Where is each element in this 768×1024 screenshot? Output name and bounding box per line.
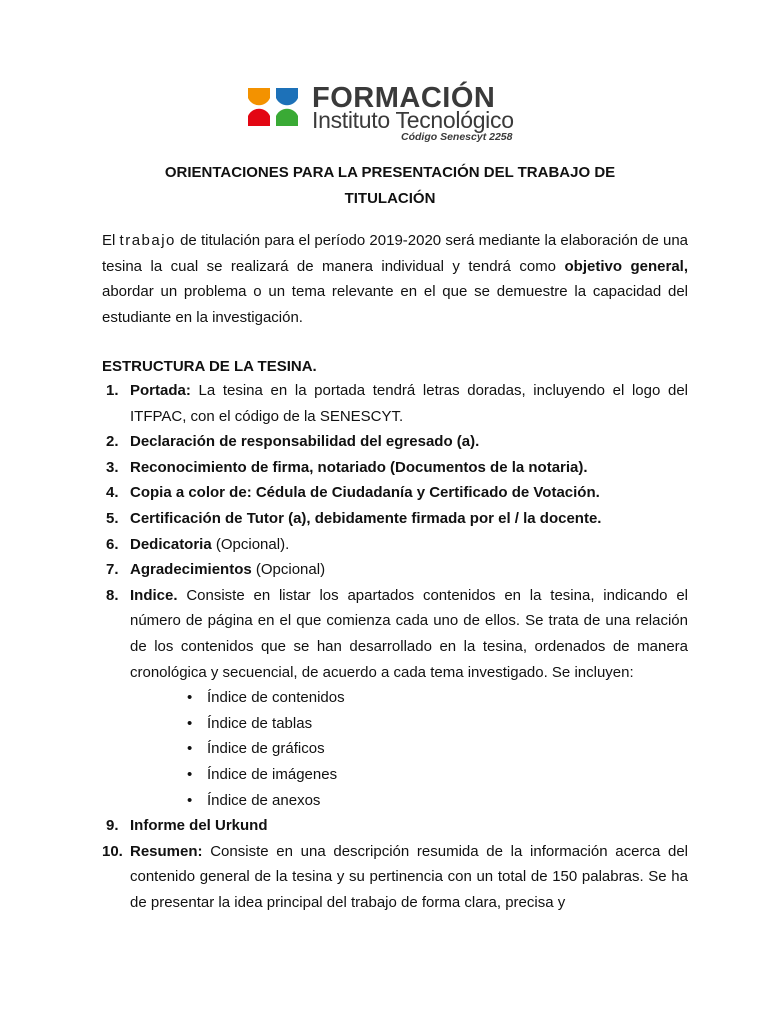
intro-part-1: El	[102, 232, 116, 249]
item-text: La tesina en la portada tendrá letras doradas, incluyendo el logo del ITFPAC, con el código de la SENESCYT.	[130, 382, 688, 425]
item-bold: Copia a color de: Cédula de Ciudadanía y Certificado de Votación.	[130, 484, 600, 502]
index-sublist	[130, 685, 688, 813]
sublist-text: Índice de gráficos	[207, 740, 325, 758]
logo-subtitle: Instituto Tecnológico	[312, 107, 514, 133]
bullet-icon: •	[187, 765, 193, 783]
sublist-item	[187, 711, 688, 737]
bullet-icon: •	[187, 791, 193, 809]
list-item	[102, 378, 688, 429]
item-bold: Declaración de responsabilidad del egresado (a).	[130, 433, 480, 451]
logo-wordmark: FORMACIÓN	[312, 82, 496, 114]
intro-part-3: de titulación para el período 2019-2020 será mediante la elaboración de una tesina la cual se realizará de manera individual y tendrá como	[102, 232, 689, 275]
intro-part-2: trabajo	[119, 232, 176, 249]
title-line-2: TITULACIÓN	[344, 190, 436, 207]
item-bold: Resumen:	[130, 842, 203, 860]
sublist-text: Índice de tablas	[207, 714, 313, 732]
item-number: 3.	[106, 458, 119, 476]
item-text: (Opcional).	[211, 535, 290, 553]
sublist-item	[187, 685, 688, 711]
item-number: 6.	[106, 535, 119, 553]
document-title	[100, 160, 680, 212]
intro-part-5: abordar un problema o un tema relevante en el que se demuestre la capacidad del estudiante en la investigación.	[102, 283, 688, 326]
sublist-text: Índice de contenidos	[207, 689, 345, 707]
item-text: (Opcional)	[251, 561, 326, 579]
item-number: 7.	[106, 561, 119, 579]
title-line-1: ORIENTACIONES PARA LA PRESENTACIÓN DEL TRABAJO DE	[164, 164, 616, 181]
item-number: 8.	[106, 586, 119, 604]
list-item	[102, 455, 688, 481]
item-number: 1.	[106, 382, 119, 399]
list-item	[102, 557, 688, 583]
sublist-text: Índice de imágenes	[207, 765, 338, 783]
item-bold: Agradecimientos	[130, 561, 252, 579]
logo-marks-icon	[246, 84, 302, 130]
item-bold: Portada:	[130, 382, 191, 399]
item-text: Consiste en listar los apartados contenidos en la tesina, indicando el número de página en el que comienza cada uno de ellos. Se trata de una relación de los contenidos que se han desarrollado en la tesina, ordenados de manera cronológica y secuencial, de acuerdo a cada tema investigado. Se incluyen:	[130, 586, 688, 681]
item-bold: Informe del Urkund	[130, 817, 268, 835]
section-heading: ESTRUCTURA DE LA TESINA.	[102, 358, 317, 375]
intro-paragraph	[102, 228, 688, 330]
item-number: 2.	[106, 433, 119, 451]
bullet-icon: •	[187, 714, 193, 732]
item-number: 4.	[106, 484, 119, 502]
item-text: Consiste en una descripción resumida de la información acerca del contenido general de la tesina y su pertinencia con un total de 150 palabras. Se ha de presentar la idea principal del trabajo de forma clara, precisa y	[130, 842, 688, 911]
institution-logo	[246, 84, 536, 146]
list-item	[102, 583, 688, 813]
list-item	[102, 839, 688, 916]
item-bold: Dedicatoria	[130, 535, 212, 553]
sublist-text: Índice de anexos	[207, 791, 321, 809]
bullet-icon: •	[187, 689, 193, 707]
item-bold: Reconocimiento de firma, notariado (Documentos de la notaria).	[130, 458, 588, 476]
structure-list	[102, 378, 688, 915]
list-item	[102, 532, 688, 558]
logo-code: Código Senescyt 2258	[401, 131, 513, 143]
item-bold: Indice.	[130, 586, 178, 604]
list-item	[102, 429, 688, 455]
item-bold: Certificación de Tutor (a), debidamente firmada por el / la docente.	[130, 509, 602, 527]
item-number: 9.	[106, 817, 119, 835]
sublist-item	[187, 736, 688, 762]
intro-part-4: objetivo general,	[564, 257, 688, 275]
list-item	[102, 480, 688, 506]
item-number: 10.	[102, 842, 123, 860]
sublist-item	[187, 788, 688, 814]
list-item	[102, 813, 688, 839]
bullet-icon: •	[187, 740, 193, 758]
list-item	[102, 506, 688, 532]
sublist-item	[187, 762, 688, 788]
item-number: 5.	[106, 509, 119, 527]
